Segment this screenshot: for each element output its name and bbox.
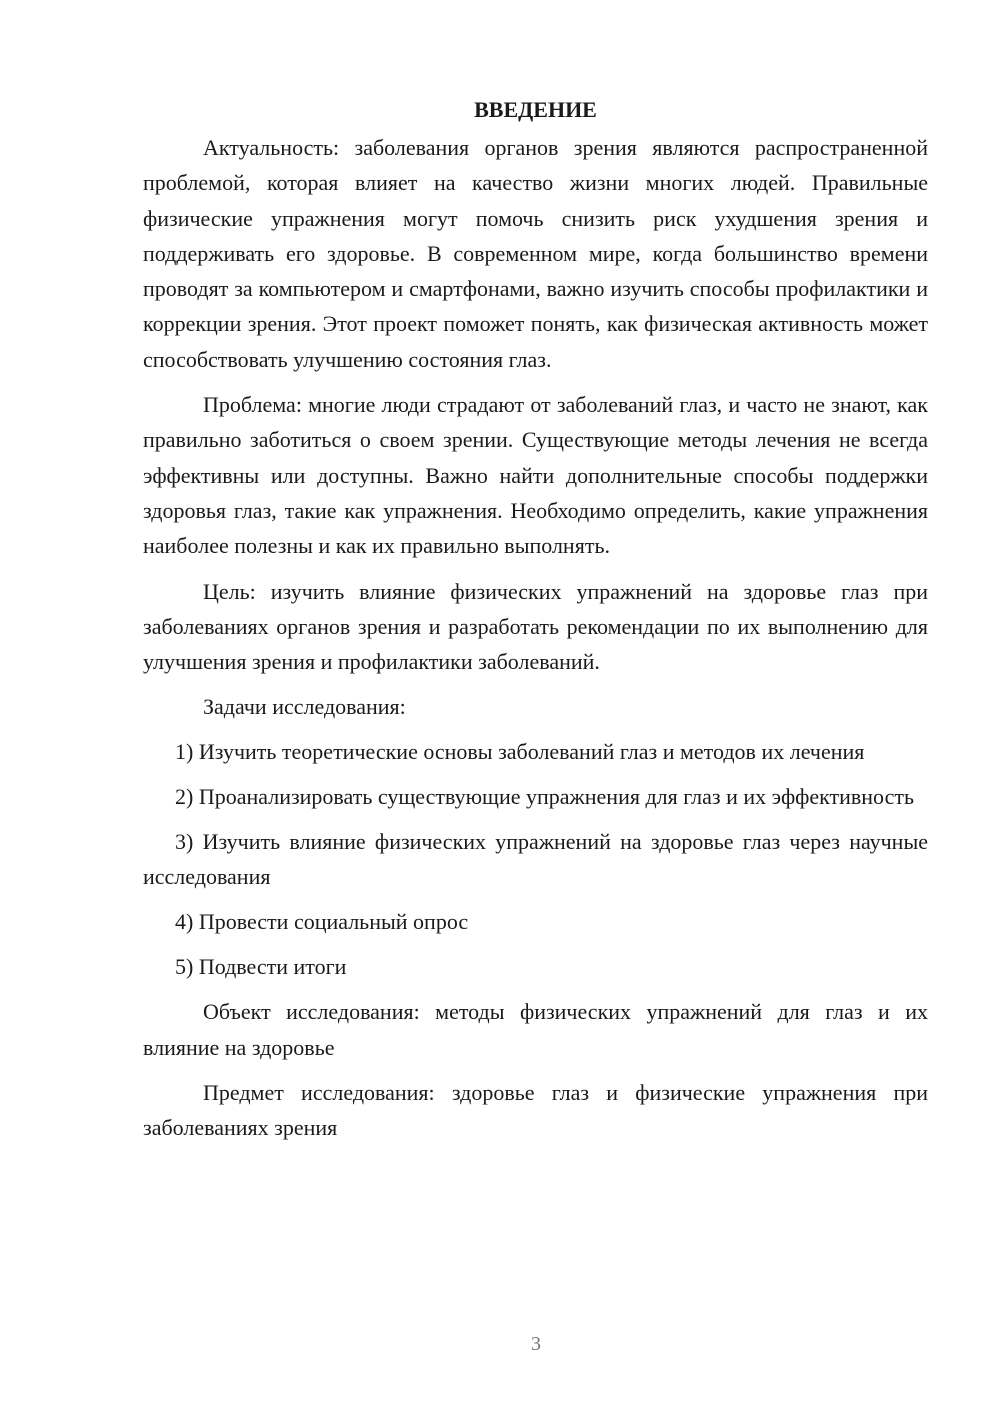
tasks-heading: Задачи исследования: bbox=[203, 694, 406, 720]
task-item: 2) Проанализировать существующие упражнения для глаз и их эффективность bbox=[175, 784, 915, 810]
task-item: 5) Подвести итоги bbox=[175, 954, 347, 980]
task-item: 1) Изучить теоретические основы заболеваний глаз и методов их лечения bbox=[175, 739, 865, 765]
document-title: ВВЕДЕНИЕ bbox=[474, 97, 597, 122]
tasks-list bbox=[143, 734, 928, 984]
problem-paragraph: Проблема: многие люди страдают от заболеваний глаз, и часто не знают, как правильно заботиться о своем зрении. Существующие методы лечения не всегда эффективны или доступны. Важно найти дополнительные способы поддержки здоровья глаз, такие как упражнения. Необходимо определить, какие упражнения наиболее полезны и как их правильно выполнять. bbox=[143, 392, 928, 559]
goal-paragraph: Цель: изучить влияние физических упражнений на здоровье глаз при заболеваниях органов зрения и разработать рекомендации по их выполнению для улучшения зрения и профилактики заболеваний. bbox=[143, 578, 928, 675]
subject-paragraph: Предмет исследования: здоровье глаз и физические упражнения при заболеваниях зрения bbox=[143, 1080, 928, 1141]
page-number: 3 bbox=[531, 1333, 541, 1355]
object-paragraph: Объект исследования: методы физических упражнений для глаз и их влияние на здоровье bbox=[143, 999, 928, 1060]
document-page bbox=[143, 92, 928, 1156]
task-item: 4) Провести социальный опрос bbox=[175, 909, 469, 935]
task-item: 3) Изучить влияние физических упражнений на здоровье глаз через научные исследования bbox=[143, 829, 928, 890]
relevance-paragraph: Актуальность: заболевания органов зрения являются распространенной проблемой, которая влияет на качество жизни многих людей. Правильные физические упражнения могут помочь снизить риск ухудшения зрения и поддерживать его здоровье. В современном мире, когда большинство времени проводят за компьютером и смартфонами, важно изучить способы профилактики и коррекции зрения. Этот проект поможет понять, как физическая активность может способствовать улучшению состояния глаз. bbox=[143, 135, 928, 372]
